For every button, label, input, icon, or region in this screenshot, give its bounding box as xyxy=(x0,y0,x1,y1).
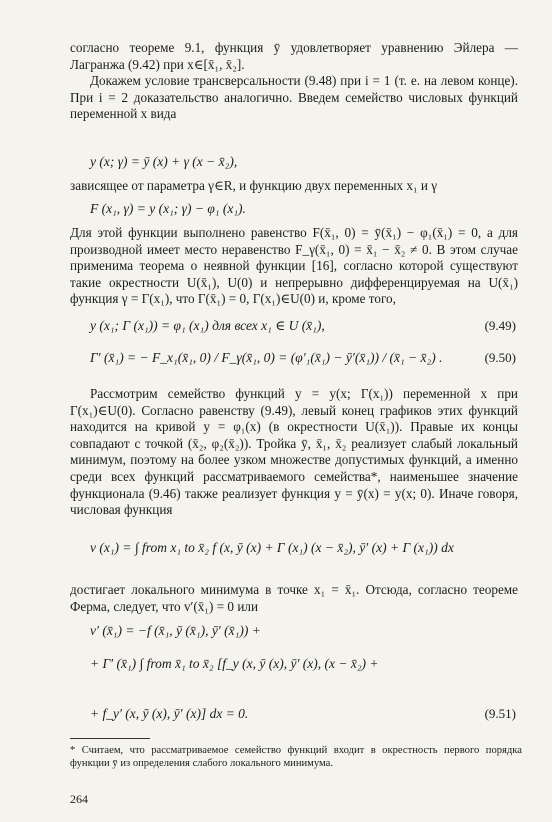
para-4: Для этой функции выполнено равенство F(x̄₁, 0) = ȳ(x̄₁) − φ₁(x̄₁) = 0, а для производной имеет место неравенство F_γ(x̄₁, 0) = x̄₁ − x̄₂ ≠ 0. В этом случае применима теорема о неявной функции [16], согласно которой существуют такие окрестности U(x̄₁), U(0) и непрерывно дифференцируемая на U(x̄₁) функция γ = Γ(x₁), что Γ(x̄₁) = 0, Γ(x₁)∈U(0) и, кроме того, xyxy=(70,225,518,307)
formula-9-49: y (x₁; Γ (x₁)) = φ₁ (x₁) для всех x₁ ∈ U (x̄₁), xyxy=(90,318,325,333)
formula-9-51-line1: v′ (x̄₁) = −f (x̄₁, ȳ (x̄₁), ȳ′ (x̄₁)) + xyxy=(90,623,261,638)
footnote: * Считаем, что рассматриваемое семейство функций входит в окрестность первого порядка функции ȳ из определения слабого локального минимума. xyxy=(70,745,522,769)
formula-9-51-line2: + Γ′ (x̄₁) ∫ from x̄₁ to x̄₂ [f_y (x, ȳ (x), ȳ′ (x), (x − x̄₂) + xyxy=(90,656,379,671)
para-2: Докажем условие трансверсальности (9.48) при i = 1 (т. е. на левом конце). При i = 2 доказательство аналогично. Введем семейство числовых функций переменной x вида xyxy=(70,73,518,122)
formula-9-51-line3: + f_y′ (x, ȳ (x), ȳ′ (x)] dx = 0. xyxy=(90,706,249,721)
para-5: Рассмотрим семейство функций y = y(x; Γ(x₁)) переменной x при Γ(x₁)∈U(0). Согласно равенству (9.49), левый конец графиков этих функций находится на кривой y = φ₁(x) (в окрестности U(x̄₁)). Правые их концы совпадают с точкой (x̄₂, φ₂(x̄₂)). Тройка ȳ, x̄₁, x̄₂ реализует слабый локальный минимум, поэтому на более узком множестве допустимых функций, а именно среди всех функций рассматриваемого семейства*, наименьшее значение функционала (9.46) также реализует функция y = ȳ(x) = y(x; 0). Иначе говоря, числовая функция xyxy=(70,386,518,518)
para-1: согласно теореме 9.1, функция ȳ удовлетворяет уравнению Эйлера — Лагранжа (9.42) при x∈[x̄₁, x̄₂]. xyxy=(70,40,518,72)
formula-9-50: Γ′ (x̄₁) = − F_x₁(x̄₁, 0) / F_γ(x̄₁, 0) = (φ′₁(x̄₁) − ȳ′(x̄₁)) / (x̄₁ − x̄₂) . xyxy=(90,350,443,365)
footnote-divider xyxy=(70,738,150,739)
formula-v: v (x₁) = ∫ from x₁ to x̄₂ f (x, ȳ (x) + Γ (x₁) (x − x̄₂), ȳ′ (x) + Γ (x₁)) dx xyxy=(90,540,454,555)
formula-y: y (x; γ) = ȳ (x) + γ (x − x̄₂), xyxy=(90,154,238,169)
eq-number-9-51: (9.51) xyxy=(484,706,516,721)
eq-number-9-50: (9.50) xyxy=(484,350,516,365)
para-3: зависящее от параметра γ∈R, и функцию двух переменных x₁ и γ xyxy=(70,178,438,193)
para-6: достигает локального минимума в точке x₁ = x̄₁. Отсюда, согласно теореме Ферма, следует, что v′(x̄₁) = 0 или xyxy=(70,582,518,614)
formula-F: F (x₁, γ) = y (x₁; γ) − φ₁ (x₁). xyxy=(90,201,246,216)
eq-number-9-49: (9.49) xyxy=(484,318,516,333)
page-number: 264 xyxy=(70,792,88,806)
